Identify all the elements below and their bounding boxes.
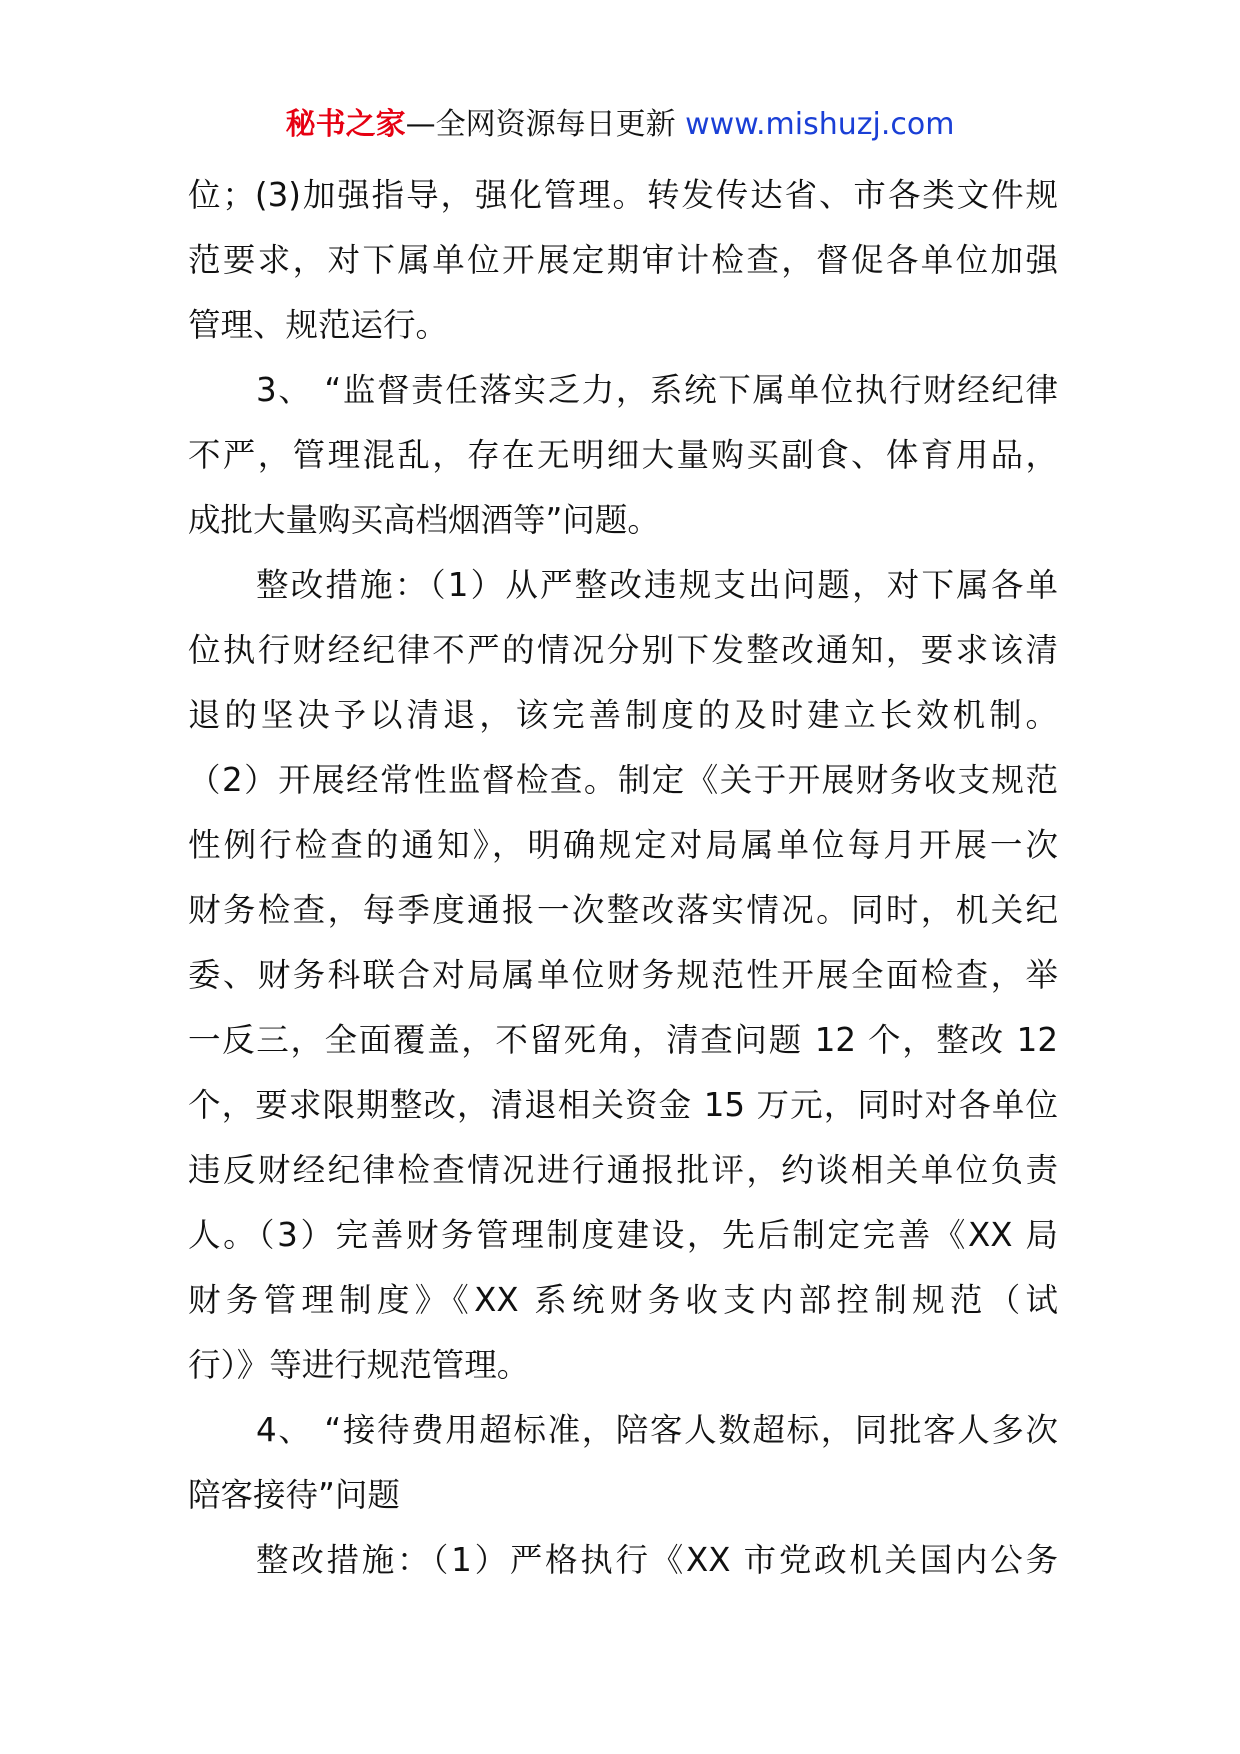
- text-line: 个，要求限期整改，清退相关资金 15 万元，同时对各单位: [188, 1086, 1058, 1124]
- text-line: 整改措施：（1）严格执行《XX 市党政机关国内公务: [256, 1541, 1058, 1579]
- text-line: 4、 “接待费用超标准，陪客人数超标，同批客人多次: [256, 1411, 1058, 1449]
- text-line: 人。（3）完善财务管理制度建设，先后制定完善《XX 局: [188, 1216, 1058, 1254]
- text-line: 位；(3)加强指导，强化管理。转发传达省、市各类文件规: [188, 176, 1058, 214]
- site-header: [0, 100, 1240, 150]
- text-line: 财务检查，每季度通报一次整改落实情况。同时，机关纪: [188, 891, 1058, 929]
- text-line: 财务管理制度》《XX 系统财务收支内部控制规范（试: [188, 1281, 1058, 1319]
- text-line: 位执行财经纪律不严的情况分别下发整改通知，要求该清: [188, 631, 1058, 669]
- text-line: 成批大量购买高档烟酒等”问题。: [188, 501, 660, 539]
- text-line: 违反财经纪律检查情况进行通报批评，约谈相关单位负责: [188, 1151, 1058, 1189]
- document-body: [188, 163, 1058, 1593]
- text-line: （2）开展经常性监督检查。制定《关于开展财务收支规范: [188, 761, 1058, 799]
- text-line: 一反三，全面覆盖，不留死角，清查问题 12 个，整改 12: [188, 1021, 1058, 1059]
- site-url-link[interactable]: www.mishuzj.com: [685, 107, 955, 142]
- site-slogan: —全网资源每日更新: [405, 107, 676, 142]
- text-line: 行）》等进行规范管理。: [188, 1346, 530, 1384]
- text-line: 陪客接待”问题: [188, 1476, 400, 1514]
- text-line: 退的坚决予以清退，该完善制度的及时建立长效机制。: [188, 696, 1058, 734]
- text-line: 3、 “监督责任落实乏力，系统下属单位执行财经纪律: [256, 371, 1058, 409]
- text-line: 管理、规范运行。: [188, 306, 449, 344]
- site-brand: 秘书之家: [285, 107, 406, 142]
- text-line: 不严，管理混乱，存在无明细大量购买副食、体育用品，: [188, 436, 1058, 474]
- text-line: 整改措施：（1）从严整改违规支出问题，对下属各单: [256, 566, 1058, 604]
- text-line: 性例行检查的通知》，明确规定对局属单位每月开展一次: [188, 826, 1058, 864]
- text-line: 委、财务科联合对局属单位财务规范性开展全面检查，举: [188, 956, 1058, 994]
- text-line: 范要求，对下属单位开展定期审计检查，督促各单位加强: [188, 241, 1058, 279]
